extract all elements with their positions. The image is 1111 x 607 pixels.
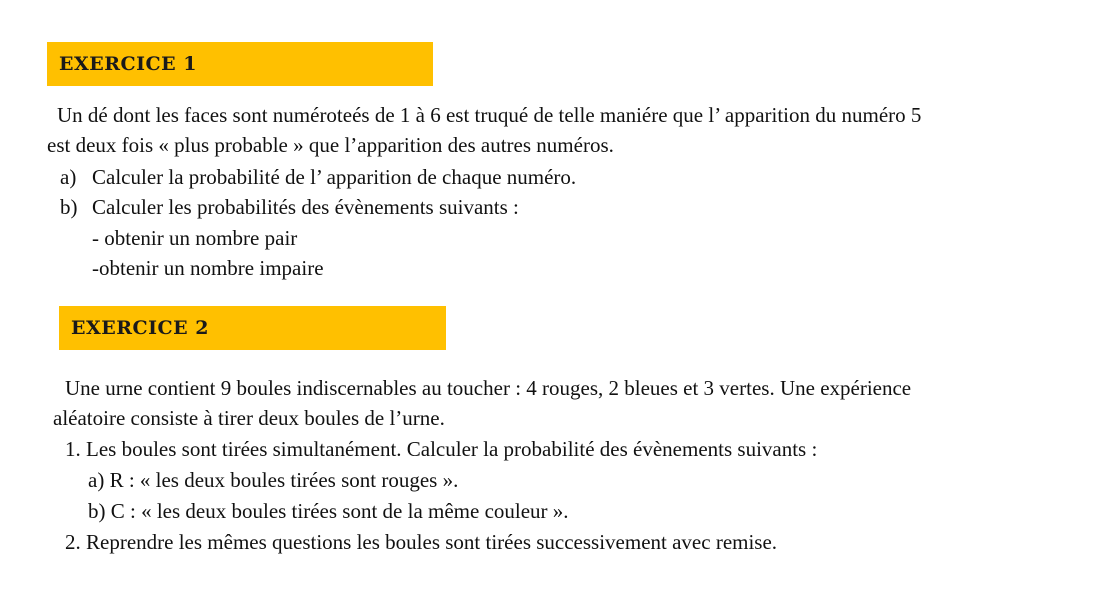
exercise-2-title: EXERCICE 2 — [71, 317, 209, 339]
exercise-1-statement-line-1: Un dé dont les faces sont numéroteés de 1 à 6 est truqué de telle maniére que l’ apparition du numéro 5 — [57, 103, 922, 127]
exercise-2-statement-line-2: aléatoire consiste à tirer deux boules de l’urne. — [53, 406, 445, 430]
question-b-text: Calculer les probabilités des évènements suivants : — [92, 195, 519, 219]
exercise-2-question-2: 2. Reprendre les mêmes questions les boules sont tirées successivement avec remise. — [65, 530, 778, 554]
exercise-1-question-b — [60, 193, 519, 221]
exercise-1-title: EXERCICE 1 — [59, 53, 197, 75]
exercise-2-statement-line-1: Une urne contient 9 boules indiscernables au toucher : 4 rouges, 2 bleues et 3 vertes. Une expérience — [65, 376, 912, 400]
exercise-2-question-1: 1. Les boules sont tirées simultanément. Calculer la probabilité des évènements suivants : — [65, 437, 818, 461]
question-b-label: b) — [60, 195, 78, 219]
exercise-1-banner — [47, 42, 433, 86]
question-a-label: a) — [60, 165, 77, 189]
question-a-text: Calculer la probabilité de l’ apparition de chaque numéro. — [92, 165, 577, 189]
exercise-2-question-1a: a) R : « les deux boules tirées sont rouges ». — [88, 468, 459, 492]
exercise-1-event-1: - obtenir un nombre pair — [92, 226, 298, 250]
exercise-2-banner — [59, 306, 446, 350]
exercise-2-question-1b: b) C : « les deux boules tirées sont de la même couleur ». — [88, 499, 569, 523]
exercise-1-question-a — [60, 163, 576, 191]
exercise-1-event-2: -obtenir un nombre impaire — [92, 256, 324, 280]
exercise-1-statement-line-2: est deux fois « plus probable » que l’apparition des autres numéros. — [47, 133, 614, 157]
